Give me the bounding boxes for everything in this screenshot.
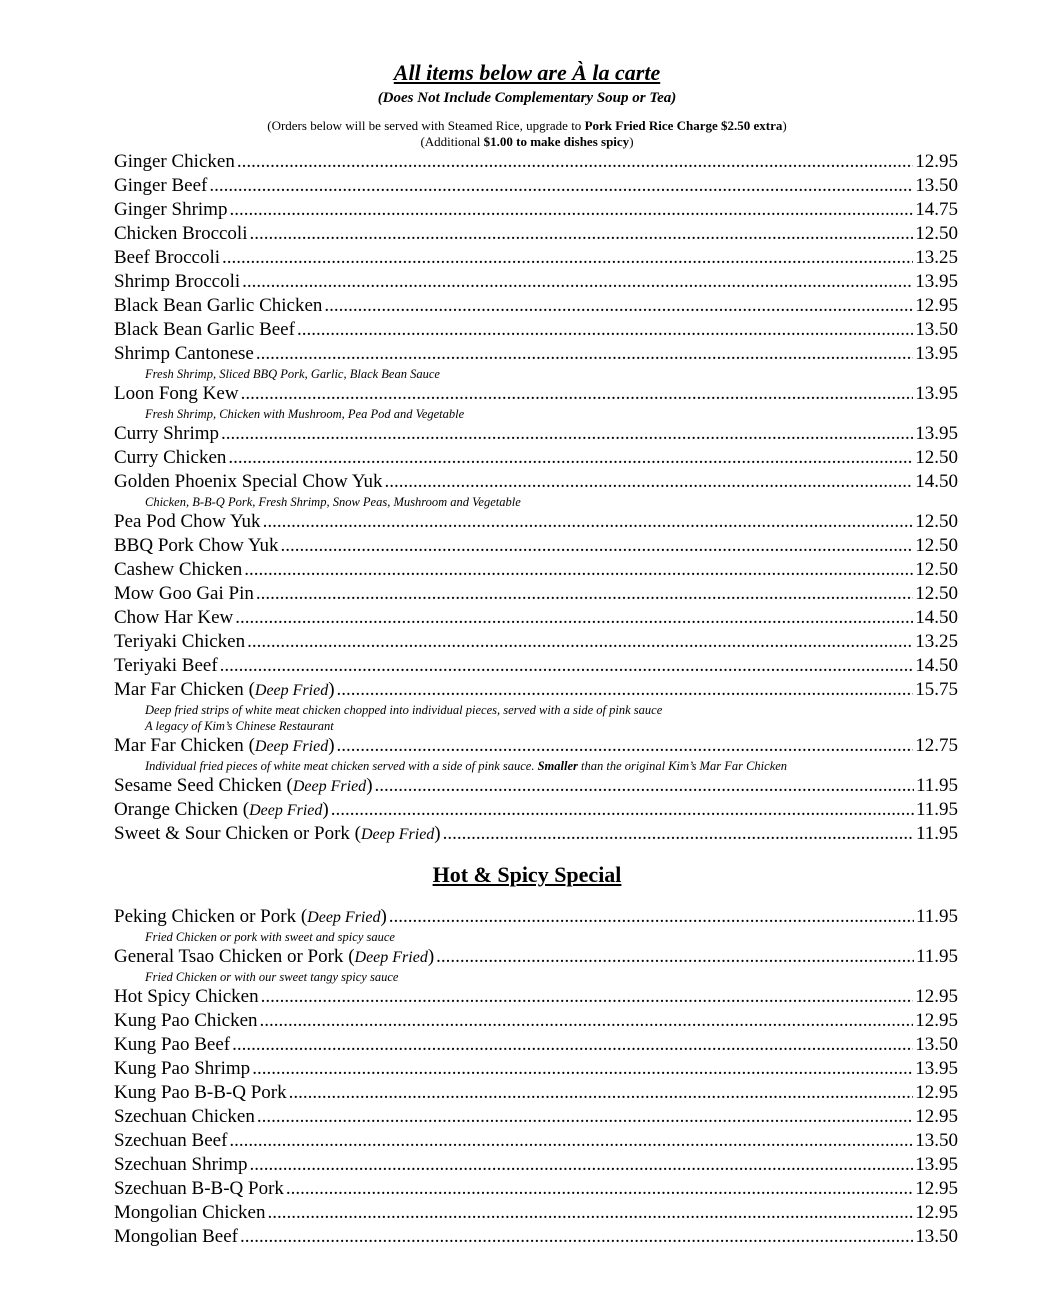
dot-leader — [244, 558, 913, 582]
menu-item-price: 13.50 — [915, 1034, 958, 1055]
dot-leader — [375, 774, 914, 798]
description-text: Individual fried pieces of white meat chicken served with a side of pink sauce. — [145, 759, 538, 773]
dot-leader — [281, 534, 914, 558]
menu-item-name — [114, 382, 239, 406]
menu-item-price: 13.25 — [915, 631, 958, 652]
menu-item-name — [114, 1009, 258, 1033]
menu-item-name — [114, 318, 295, 342]
menu-item-name-text: Shrimp Broccoli — [114, 271, 241, 292]
menu-item-name — [114, 1033, 230, 1057]
menu-item-name-text: Chow Har Kew — [114, 607, 234, 628]
menu-item-name — [114, 1105, 255, 1129]
menu-item-style: Deep Fried — [292, 778, 367, 795]
menu-item-name-text: Sesame Seed Chicken — [114, 775, 282, 796]
menu-item-name-text: Ginger Beef — [114, 175, 208, 196]
menu-item-name-text: Teriyaki Chicken — [114, 631, 246, 652]
menu-item-description: Fried Chicken or pork with sweet and spicy sauce — [145, 930, 395, 944]
menu-item-name-text: Szechuan Chicken — [114, 1106, 255, 1127]
rice-note-bold: Pork Fried Rice Charge $2.50 extra — [584, 118, 783, 133]
menu-item-name: Mar Far Chicken (Deep Fried) — [114, 735, 335, 756]
menu-item-price: 12.50 — [915, 583, 958, 604]
menu-item-name: Orange Chicken (Deep Fried) — [114, 799, 329, 820]
menu-item-name-text: BBQ Pork Chow Yuk — [114, 535, 279, 556]
menu-item-description: A legacy of Kim’s Chinese Restaurant — [145, 719, 334, 733]
menu-item-name — [114, 1177, 284, 1201]
dot-leader — [228, 446, 913, 470]
menu-item — [114, 270, 958, 294]
menu-item-style: Deep Fried — [254, 738, 329, 755]
menu-item-price: 12.95 — [915, 1106, 958, 1127]
menu-item-name — [114, 534, 279, 558]
menu-item-name-text: Mongolian Beef — [114, 1226, 239, 1247]
dot-leader — [286, 1177, 913, 1201]
menu-item-name-text: Black Bean Garlic Chicken — [114, 295, 323, 316]
menu-item-name — [114, 270, 240, 294]
menu-item — [114, 174, 958, 198]
menu-item-price: 13.50 — [915, 319, 958, 340]
menu-item-name-text: Peking Chicken or Pork — [114, 906, 297, 927]
dot-leader — [436, 945, 914, 969]
menu-item — [114, 382, 958, 406]
menu-item-name — [114, 342, 254, 366]
dot-leader — [256, 342, 913, 366]
menu-item-price: 14.50 — [915, 607, 958, 628]
menu-item — [114, 1057, 958, 1081]
dot-leader — [331, 798, 914, 822]
dot-leader — [384, 470, 913, 494]
menu-item-name — [114, 1057, 250, 1081]
menu-item-name — [114, 222, 248, 246]
menu-item-name-text: Szechuan B-B-Q Pork — [114, 1178, 284, 1199]
section-title-hot-spicy: Hot & Spicy Special — [432, 862, 622, 887]
menu-item-name — [114, 1153, 248, 1177]
dot-leader — [337, 734, 914, 758]
menu-item-name — [114, 1201, 265, 1225]
menu-item — [114, 985, 958, 1009]
menu-item — [114, 582, 958, 606]
dot-leader — [241, 382, 914, 406]
menu-item-price: 11.95 — [915, 775, 958, 796]
dot-leader — [229, 1129, 913, 1153]
menu-item — [114, 1033, 958, 1057]
menu-item-name — [114, 654, 218, 678]
dot-leader — [337, 678, 914, 702]
menu-item — [114, 798, 958, 822]
dot-leader — [260, 1009, 914, 1033]
dot-leader — [256, 582, 913, 606]
menu-item-price: 12.95 — [915, 295, 958, 316]
menu-item-price: 12.95 — [915, 1082, 958, 1103]
rice-upgrade-note — [0, 118, 1054, 133]
menu-item-name-text: Mongolian Chicken — [114, 1202, 266, 1223]
menu-item-price: 13.95 — [915, 383, 958, 404]
menu-item-name-text: Golden Phoenix Special Chow Yuk — [114, 471, 383, 492]
menu-item-name — [114, 446, 226, 470]
menu-item-price: 12.50 — [915, 447, 958, 468]
menu-item-name-text: Kung Pao Shrimp — [114, 1058, 251, 1079]
menu-item-price: 11.95 — [915, 823, 958, 844]
menu-item — [114, 734, 958, 758]
menu-item-style: Deep Fried — [307, 909, 381, 926]
menu-item — [114, 318, 958, 342]
description-bold: Smaller — [537, 759, 578, 773]
menu-item — [114, 1081, 958, 1105]
dot-leader — [247, 630, 913, 654]
menu-item — [114, 1201, 958, 1225]
menu-item-name-text: Curry Shrimp — [114, 423, 220, 444]
menu-item — [114, 905, 958, 929]
menu-item-name-text: Kung Pao Chicken — [114, 1010, 258, 1031]
menu-item-name — [114, 246, 220, 270]
menu-item-name-text: General Tsao Chicken or Pork — [114, 946, 344, 967]
menu-item-name — [114, 985, 259, 1009]
menu-item-price: 12.50 — [915, 223, 958, 244]
menu-item-name: Sesame Seed Chicken (Deep Fried) — [114, 775, 373, 796]
menu-item-name — [114, 606, 233, 630]
menu-item-name — [114, 470, 382, 494]
menu-item-price: 13.50 — [915, 175, 958, 196]
menu-item-price: 12.75 — [915, 735, 958, 756]
menu-item-style: Deep Fried — [354, 949, 428, 966]
menu-item-price: 12.50 — [915, 535, 958, 556]
dot-leader — [297, 318, 913, 342]
menu-item-description — [114, 758, 958, 774]
menu-item-name — [114, 150, 235, 174]
menu-item — [114, 470, 958, 494]
menu-item — [114, 822, 958, 846]
menu-item — [114, 342, 958, 366]
spicy-note-bold: $1.00 to make dishes spicy — [483, 134, 630, 149]
dot-leader — [267, 1201, 913, 1225]
menu-item-price: 11.95 — [915, 946, 958, 967]
menu-item-name-text: Orange Chicken — [114, 799, 238, 820]
menu-item-name-text: Kung Pao Beef — [114, 1034, 231, 1055]
menu-item-price: 13.95 — [915, 343, 958, 364]
dot-leader — [222, 246, 913, 270]
menu-item — [114, 1009, 958, 1033]
dot-leader — [209, 174, 913, 198]
menu-item-name-text: Szechuan Shrimp — [114, 1154, 248, 1175]
menu-item-name-text: Kung Pao B-B-Q Pork — [114, 1082, 287, 1103]
menu-item-name-text: Mar Far Chicken — [114, 735, 244, 756]
menu-item — [114, 945, 958, 969]
menu-item — [114, 446, 958, 470]
menu-item-style: Deep Fried — [249, 802, 323, 819]
dot-leader — [389, 905, 914, 929]
menu-item — [114, 1105, 958, 1129]
dot-leader — [250, 1153, 914, 1177]
menu-item-name-text: Black Bean Garlic Beef — [114, 319, 295, 340]
dot-leader — [232, 1033, 913, 1057]
menu-item — [114, 246, 958, 270]
spicy-note-suffix: ) — [629, 134, 634, 149]
dot-leader — [263, 510, 914, 534]
menu-item-description: Deep fried strips of white meat chicken chopped into individual pieces, served with a side of pink sauce — [145, 703, 663, 717]
menu-item-name-text: Mar Far Chicken — [114, 679, 244, 700]
menu-item-price: 12.95 — [915, 1202, 958, 1223]
menu-item-name-text: Pea Pod Chow Yuk — [114, 511, 261, 532]
menu-item — [114, 198, 958, 222]
menu-item-name-text: Cashew Chicken — [114, 559, 243, 580]
rice-note-prefix: (Orders below will be served with Steamed Rice, upgrade to — [267, 118, 585, 133]
spicy-charge-note — [0, 134, 1054, 149]
menu-item — [114, 558, 958, 582]
menu-item-price: 12.95 — [915, 1178, 958, 1199]
dot-leader — [237, 150, 913, 174]
menu-item-price: 13.95 — [915, 423, 958, 444]
menu-item-price: 13.25 — [915, 247, 958, 268]
menu-item-price: 12.95 — [915, 986, 958, 1007]
dot-leader — [257, 1105, 913, 1129]
menu-item — [114, 774, 958, 798]
menu-item — [114, 510, 958, 534]
menu-item — [114, 606, 958, 630]
page-title: All items below are À la carte — [393, 60, 661, 85]
rice-note-suffix: ) — [782, 118, 787, 133]
dot-leader — [229, 198, 913, 222]
menu-item-name — [114, 582, 254, 606]
menu-item-name-text: Beef Broccoli — [114, 247, 221, 268]
menu-item-name-text: Shrimp Cantonese — [114, 343, 254, 364]
menu-item-name — [114, 422, 219, 446]
menu-item-price: 13.95 — [915, 1058, 958, 1079]
spicy-note-prefix: (Additional — [420, 134, 484, 149]
dot-leader — [443, 822, 914, 846]
menu-item-name-text: Teriyaki Beef — [114, 655, 218, 676]
menu-item-description: Fresh Shrimp, Chicken with Mushroom, Pea Pod and Vegetable — [145, 407, 465, 421]
dot-leader — [289, 1081, 914, 1105]
menu-item-description: Fresh Shrimp, Sliced BBQ Pork, Garlic, Black Bean Sauce — [145, 367, 440, 381]
menu-item-style: Deep Fried — [254, 682, 329, 699]
menu-item-price: 12.50 — [915, 559, 958, 580]
menu-item — [114, 1225, 958, 1249]
dot-leader — [261, 985, 914, 1009]
menu-item-price: 13.50 — [915, 1226, 958, 1247]
menu-item-description: Chicken, B-B-Q Pork, Fresh Shrimp, Snow Peas, Mushroom and Vegetable — [145, 495, 521, 509]
hot-spicy-menu-list — [114, 905, 958, 1249]
menu-item-price: 12.95 — [915, 1010, 958, 1031]
menu-item-description: Fried Chicken or with our sweet tangy spicy sauce — [145, 970, 399, 984]
menu-item-name — [114, 630, 245, 654]
menu-item-name-text: Sweet & Sour Chicken or Pork — [114, 823, 350, 844]
dot-leader — [235, 606, 913, 630]
dot-leader — [324, 294, 913, 318]
menu-item — [114, 294, 958, 318]
menu-item-price: 13.95 — [915, 1154, 958, 1175]
menu-item-price: 14.75 — [915, 199, 958, 220]
menu-item-name — [114, 510, 261, 534]
menu-item — [114, 150, 958, 174]
menu-item-price: 14.50 — [915, 655, 958, 676]
menu-item-name-text: Loon Fong Kew — [114, 383, 239, 404]
menu-item-name: Mar Far Chicken (Deep Fried) — [114, 679, 335, 700]
dot-leader — [221, 422, 913, 446]
menu-item — [114, 222, 958, 246]
menu-item — [114, 654, 958, 678]
menu-item — [114, 678, 958, 702]
menu-item-name-text: Curry Chicken — [114, 447, 227, 468]
dot-leader — [240, 1225, 913, 1249]
a-la-carte-menu-list — [114, 150, 958, 846]
dot-leader — [252, 1057, 913, 1081]
menu-item — [114, 422, 958, 446]
menu-item-price: 12.95 — [915, 151, 958, 172]
menu-item-name-text: Ginger Chicken — [114, 151, 235, 172]
menu-item-name: Sweet & Sour Chicken or Pork (Deep Fried) — [114, 823, 441, 844]
dot-leader — [242, 270, 913, 294]
menu-item-style: Deep Fried — [360, 826, 435, 843]
menu-item-name-text: Szechuan Beef — [114, 1130, 228, 1151]
page-subtitle: (Does Not Include Complementary Soup or Tea) — [377, 90, 677, 106]
menu-item-name — [114, 1225, 238, 1249]
dot-leader — [250, 222, 914, 246]
menu-item — [114, 1153, 958, 1177]
menu-item-name — [114, 558, 242, 582]
menu-item-name-text: Ginger Shrimp — [114, 199, 228, 220]
menu-item-price: 15.75 — [915, 679, 958, 700]
menu-item — [114, 1177, 958, 1201]
menu-item-price: 13.50 — [915, 1130, 958, 1151]
menu-item-price: 13.95 — [915, 271, 958, 292]
menu-item-name — [114, 1081, 287, 1105]
menu-item-price: 14.50 — [915, 471, 958, 492]
menu-item — [114, 630, 958, 654]
menu-item-name: Peking Chicken or Pork (Deep Fried) — [114, 906, 387, 927]
menu-item-name-text: Mow Goo Gai Pin — [114, 583, 254, 604]
menu-item-name-text: Hot Spicy Chicken — [114, 986, 259, 1007]
menu-item — [114, 1129, 958, 1153]
menu-item-price: 11.95 — [915, 799, 958, 820]
menu-item-name — [114, 1129, 227, 1153]
menu-item-name — [114, 198, 227, 222]
menu-item — [114, 534, 958, 558]
description-text: than the original Kim’s Mar Far Chicken — [577, 759, 788, 773]
menu-item-name — [114, 294, 322, 318]
menu-item-price: 12.50 — [915, 511, 958, 532]
menu-item-name — [114, 174, 207, 198]
menu-item-name: General Tsao Chicken or Pork (Deep Fried) — [114, 946, 435, 967]
dot-leader — [220, 654, 914, 678]
menu-item-price: 11.95 — [915, 906, 958, 927]
menu-item-name-text: Chicken Broccoli — [114, 223, 248, 244]
